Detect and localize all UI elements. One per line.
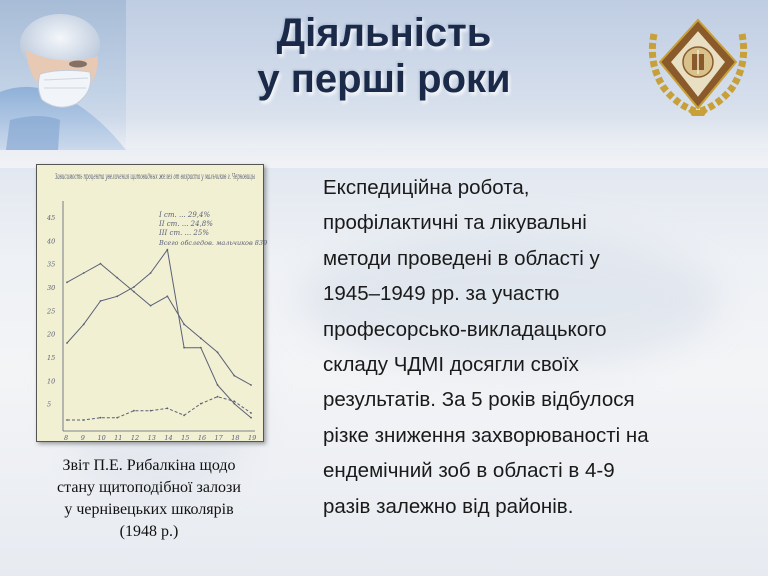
x-tick-label: 11 [114, 434, 123, 442]
series-point [150, 410, 152, 412]
series-point [200, 347, 202, 349]
y-tick-label: 10 [47, 377, 56, 386]
x-tick-label: 18 [231, 434, 240, 442]
body-line: профілактичні та лікувальні [323, 211, 587, 235]
series-point [100, 263, 102, 265]
series-point [116, 277, 118, 279]
caption-line: Звіт П.Е. Рибалкіна щодо [62, 457, 236, 474]
x-tick-label: 17 [214, 434, 223, 442]
y-tick-label: 20 [47, 330, 56, 339]
caption-line: у чернівецьких школярів [64, 501, 234, 518]
series-point [116, 295, 118, 297]
handwritten-chart [37, 165, 268, 442]
series-point [250, 417, 252, 419]
series-point [217, 384, 219, 386]
body-line: професорсько-викладацького [323, 317, 607, 341]
series-point [83, 419, 85, 421]
x-tick-label: 14 [164, 434, 173, 442]
body-line: методи проведені в області у [323, 246, 600, 270]
x-tick-label: 19 [248, 434, 257, 442]
legend-entry: II ст. ... 24,8% [159, 220, 213, 228]
x-tick-label: 12 [130, 434, 140, 442]
chart-title: Зависимость процента увеличения щитовидных желез от возраста у мальчиков г. Черновицы [55, 172, 255, 181]
x-tick-label: 8 [64, 434, 69, 442]
slide-title-line-1: Діяльність [276, 11, 492, 55]
series-line-1 [67, 264, 251, 385]
y-tick-label: 35 [47, 260, 56, 269]
chart-series [66, 249, 252, 421]
series-line-2 [67, 250, 251, 418]
series-point [66, 281, 68, 283]
series-point [217, 351, 219, 353]
series-point [183, 323, 185, 325]
report-scan-image [36, 164, 268, 442]
series-point [66, 342, 68, 344]
body-line: різке зниження захворюваності на [323, 423, 649, 447]
body-line: Експедиційна робота, [323, 176, 530, 199]
legend-entry: III ст. ... 25% [159, 229, 209, 237]
chart-axes [46, 201, 256, 442]
series-point [183, 414, 185, 416]
body-line: складу ЧДМІ досягли своїх [323, 353, 579, 377]
series-point [200, 337, 202, 339]
x-tick-label: 13 [147, 434, 156, 442]
slide-title [150, 10, 618, 102]
series-point [83, 323, 85, 325]
doctor-photo [0, 0, 126, 150]
body-line: разів залежно від районів. [323, 494, 574, 518]
legend-footer: Всего обследов. мальчиков 839 [159, 239, 268, 247]
series-point [133, 291, 135, 293]
y-tick-label: 30 [47, 284, 56, 292]
series-point [166, 249, 168, 251]
image-caption [18, 455, 280, 543]
legend-entry: I ст. ... 29,4% [159, 211, 211, 219]
series-point [166, 295, 168, 297]
series-point [150, 305, 152, 307]
series-point [183, 347, 185, 349]
slide-title-line-2: у перші роки [257, 57, 511, 101]
series-point [217, 396, 219, 398]
caption-line: стану щитоподібної залози [57, 479, 241, 496]
series-point [233, 403, 235, 405]
caption-line: (1948 р.) [119, 523, 179, 540]
university-emblem-icon [642, 14, 754, 118]
body-line: ендемічний зоб в області в 4-9 [323, 459, 615, 483]
series-point [250, 412, 252, 414]
y-tick-label: 40 [47, 237, 56, 246]
series-point [233, 400, 235, 402]
body-paragraph [323, 170, 748, 524]
series-point [66, 419, 68, 421]
body-line: результатів. За 5 років відбулося [323, 388, 635, 412]
series-point [200, 403, 202, 405]
x-tick-label: 9 [80, 434, 85, 442]
series-point [100, 300, 102, 302]
series-point [150, 272, 152, 274]
x-tick-label: 15 [181, 434, 190, 442]
series-line-3 [67, 397, 251, 420]
y-tick-label: 15 [47, 354, 56, 362]
series-point [133, 410, 135, 412]
y-tick-label: 25 [47, 307, 56, 316]
y-tick-label: 5 [47, 400, 52, 409]
series-point [233, 375, 235, 377]
y-tick-label: 45 [47, 214, 56, 222]
series-point [133, 286, 135, 288]
series-point [166, 407, 168, 409]
x-tick-label: 10 [97, 434, 106, 442]
series-point [116, 417, 118, 419]
series-point [250, 384, 252, 386]
chart-legend [158, 211, 267, 247]
x-tick-label: 16 [197, 434, 207, 442]
series-point [100, 417, 102, 419]
body-line: 1945–1949 рр. за участю [323, 282, 560, 306]
series-point [83, 272, 85, 274]
